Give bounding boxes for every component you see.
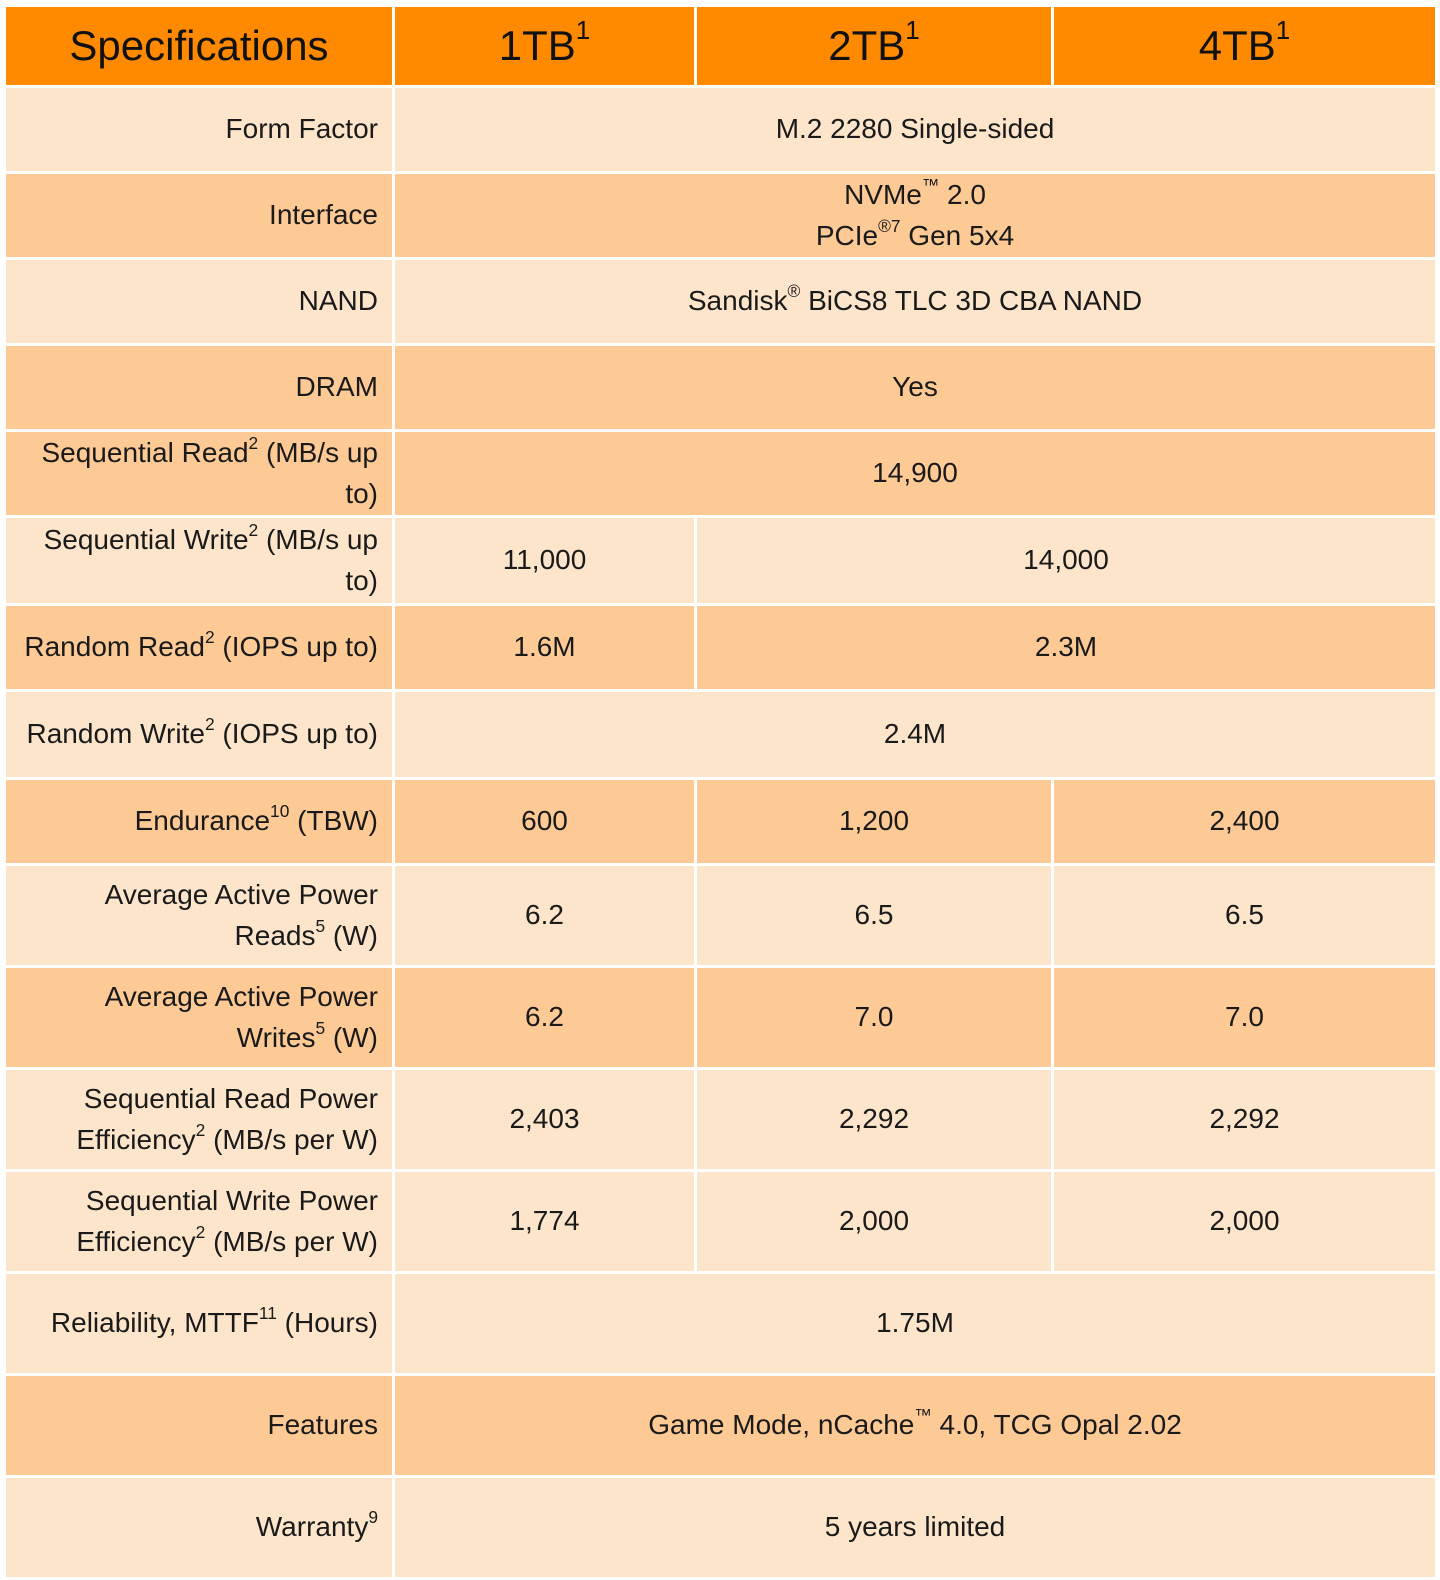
row-power-writes [5,967,1437,1069]
header-specifications: Specifications [5,6,394,87]
row-label: Endurance$^{10}$ (TBW) [5,779,394,865]
row-random-write [5,691,1437,779]
row-label: Sequential Read Power Efficiency$^2$ (MB/s per W) [5,1069,394,1171]
row-label: Features [5,1375,394,1477]
row-label: Average Active Power Writes$^5$ (W) [5,967,394,1069]
value-4tb: 2,000 [1053,1171,1437,1273]
row-label: Random Read$^2$ (IOPS up to) [5,605,394,691]
header-2tb: $2TB^1$ [696,6,1053,87]
value-2tb: 7.0 [696,967,1053,1069]
row-label: Random Write$^2$ (IOPS up to) [5,691,394,779]
row-dram [5,345,1437,431]
row-label: Form Factor [5,87,394,173]
value-4tb: 6.5 [1053,865,1437,967]
header-row [5,6,1437,87]
spec-table [3,4,1438,1580]
footnote-1: 1 [575,14,591,45]
value-1tb: 6.2 [394,865,696,967]
value-4tb: 2,400 [1053,779,1437,865]
value-1tb: 6.2 [394,967,696,1069]
row-value: 5 years limited [394,1477,1437,1579]
row-form-factor [5,87,1437,173]
header-1tb: $1TB^1$ [394,6,696,87]
row-value: M.2 2280 Single-sided [394,87,1437,173]
row-seq-write-efficiency [5,1171,1437,1273]
row-label: Sequential Write Power Efficiency$^2$ (MB/s per W) [5,1171,394,1273]
row-label: Interface [5,173,394,259]
row-label: Reliability, MTTF$^{11}$ (Hours) [5,1273,394,1375]
row-value: 1.75M [394,1273,1437,1375]
row-warranty [5,1477,1437,1579]
row-endurance [5,779,1437,865]
row-nand [5,259,1437,345]
row-value: 14,900 [394,431,1437,517]
footnote-1: 1 [1275,14,1291,45]
row-value: Sandisk® BiCS8 TLC 3D CBA NAND [394,259,1437,345]
value-2tb: 1,200 [696,779,1053,865]
row-interface [5,173,1437,259]
row-label: NAND [5,259,394,345]
footnote-1: 1 [905,14,920,45]
row-features [5,1375,1437,1477]
row-label: Warranty$^9$ [5,1477,394,1579]
row-label: Sequential Write$^2$ (MB/s up to) [5,517,394,605]
value-1tb: 11,000 [394,517,696,605]
value-1tb: 1.6M [394,605,696,691]
row-value: Yes [394,345,1437,431]
value-1tb: 1,774 [394,1171,696,1273]
row-power-reads [5,865,1437,967]
row-sequential-read [5,431,1437,517]
value-2tb-4tb: 14,000 [696,517,1437,605]
value-4tb: 7.0 [1053,967,1437,1069]
value-1tb: 2,403 [394,1069,696,1171]
value-2tb: 6.5 [696,865,1053,967]
row-value: 2.4M [394,691,1437,779]
row-label: DRAM [5,345,394,431]
value-1tb: 600 [394,779,696,865]
row-value: Game Mode, nCache™ 4.0, TCG Opal 2.02 [394,1375,1437,1477]
value-4tb: 2,292 [1053,1069,1437,1171]
row-seq-read-efficiency [5,1069,1437,1171]
row-label: Sequential Read$^2$ (MB/s up to) [5,431,394,517]
row-reliability [5,1273,1437,1375]
header-4tb: $4TB^1$ [1053,6,1437,87]
value-2tb: 2,000 [696,1171,1053,1273]
row-sequential-write [5,517,1437,605]
value-2tb: 2,292 [696,1069,1053,1171]
row-random-read [5,605,1437,691]
row-label: Average Active Power Reads$^5$ (W) [5,865,394,967]
row-value: NVMe™ 2.0 PCIe$^{®7}$ Gen 5x4 [394,173,1437,259]
value-2tb-4tb: 2.3M [696,605,1437,691]
